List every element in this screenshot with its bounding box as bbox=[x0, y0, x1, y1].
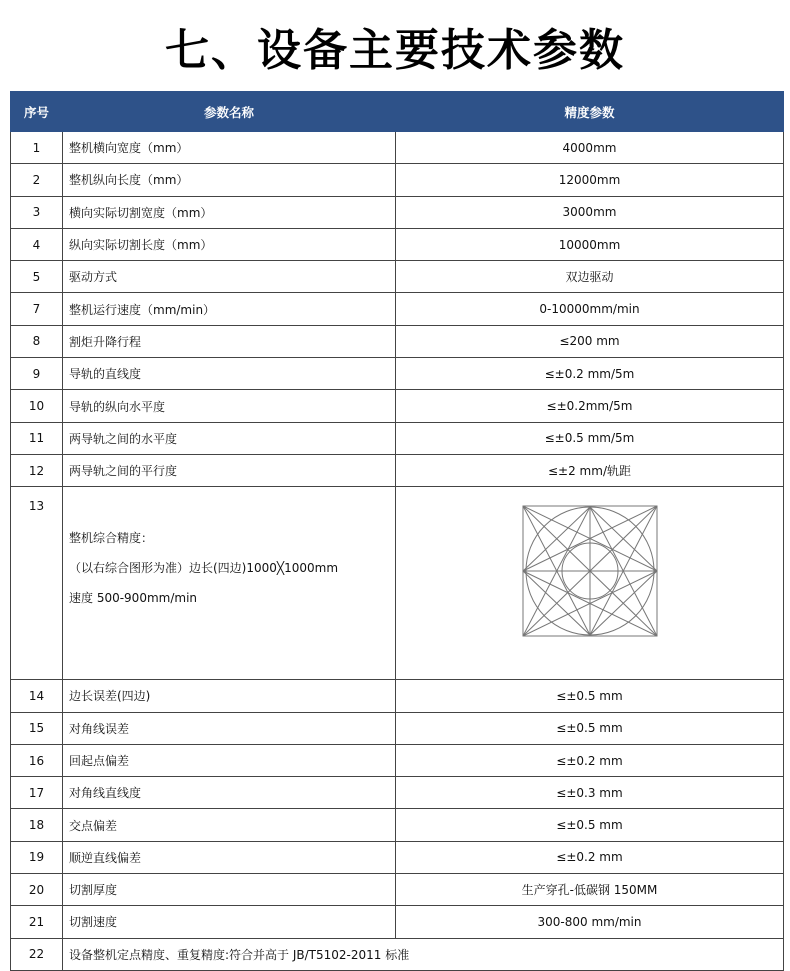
table-row bbox=[11, 777, 784, 809]
row-name: 回起点偏差 bbox=[63, 744, 396, 776]
row-name: 对角线误差 bbox=[63, 712, 396, 744]
row-no: 15 bbox=[11, 712, 63, 744]
row-no: 13 bbox=[11, 487, 63, 680]
row-name: 顺逆直线偏差 bbox=[63, 841, 396, 873]
table-row bbox=[11, 712, 784, 744]
composite-accuracy-description bbox=[63, 487, 396, 680]
row-no: 7 bbox=[11, 293, 63, 325]
row-value: 300-800 mm/min bbox=[396, 906, 784, 938]
row-value: ≤±0.5 mm/5m bbox=[396, 422, 784, 454]
row-value: 生产穿孔-低碳钢 150MM bbox=[396, 874, 784, 906]
row-value: ≤±2 mm/轨距 bbox=[396, 454, 784, 486]
header-name: 参数名称 bbox=[63, 92, 396, 132]
row-name: 整机运行速度（mm/min） bbox=[63, 293, 396, 325]
row-no: 19 bbox=[11, 841, 63, 873]
row-name: 切割厚度 bbox=[63, 874, 396, 906]
table-row bbox=[11, 809, 784, 841]
row-value: ≤±0.2 mm bbox=[396, 744, 784, 776]
table-row bbox=[11, 358, 784, 390]
table-row bbox=[11, 164, 784, 196]
table-row bbox=[11, 293, 784, 325]
row-name: 纵向实际切割长度（mm） bbox=[63, 228, 396, 260]
table-row bbox=[11, 680, 784, 712]
row-name: 割炬升降行程 bbox=[63, 325, 396, 357]
page-title: 七、设备主要技术参数 bbox=[165, 25, 625, 76]
row-name: 横向实际切割宽度（mm） bbox=[63, 196, 396, 228]
row-no: 8 bbox=[11, 325, 63, 357]
row-value: ≤±0.2 mm/5m bbox=[396, 358, 784, 390]
table-row bbox=[11, 454, 784, 486]
row-value: ≤±0.3 mm bbox=[396, 777, 784, 809]
row-value: 10000mm bbox=[396, 228, 784, 260]
composite-line-1: 整机综合精度： bbox=[69, 531, 154, 546]
table-row bbox=[11, 841, 784, 873]
composite-line-3: 速度 500-900mm/min bbox=[69, 591, 198, 606]
row-no: 12 bbox=[11, 454, 63, 486]
row-name: 交点偏差 bbox=[63, 809, 396, 841]
row-value: 双边驱动 bbox=[396, 261, 784, 293]
row-no: 18 bbox=[11, 809, 63, 841]
table-row bbox=[11, 744, 784, 776]
test-pattern-figure bbox=[522, 505, 658, 637]
row-name: 整机纵向长度（mm） bbox=[63, 164, 396, 196]
row-no: 5 bbox=[11, 261, 63, 293]
row-value: 3000mm bbox=[396, 196, 784, 228]
row-value: ≤±0.2mm/5m bbox=[396, 390, 784, 422]
row-value: 4000mm bbox=[396, 132, 784, 164]
table-row-composite-accuracy bbox=[11, 487, 784, 680]
row-name: 导轨的直线度 bbox=[63, 358, 396, 390]
row-name: 切割速度 bbox=[63, 906, 396, 938]
spec-table bbox=[10, 91, 784, 971]
table-row bbox=[11, 390, 784, 422]
composite-line-2: （以右综合图形为准）边长(四边)1000╳1000mm bbox=[69, 561, 339, 576]
row-value: ≤±0.5 mm bbox=[396, 712, 784, 744]
row-no: 21 bbox=[11, 906, 63, 938]
standard-text: 设备整机定点精度、重复精度:符合并高于 JB/T5102-2011 标准 bbox=[63, 938, 784, 970]
row-value: 0-10000mm/min bbox=[396, 293, 784, 325]
row-no: 10 bbox=[11, 390, 63, 422]
table-row bbox=[11, 325, 784, 357]
row-value: ≤±0.2 mm bbox=[396, 841, 784, 873]
row-name: 两导轨之间的平行度 bbox=[63, 454, 396, 486]
table-row bbox=[11, 874, 784, 906]
row-name: 对角线直线度 bbox=[63, 777, 396, 809]
table-row bbox=[11, 196, 784, 228]
row-name: 驱动方式 bbox=[63, 261, 396, 293]
row-no: 11 bbox=[11, 422, 63, 454]
row-no: 3 bbox=[11, 196, 63, 228]
row-no: 16 bbox=[11, 744, 63, 776]
row-name: 边长误差(四边) bbox=[63, 680, 396, 712]
row-no: 9 bbox=[11, 358, 63, 390]
row-no: 2 bbox=[11, 164, 63, 196]
row-value: ≤±0.5 mm bbox=[396, 680, 784, 712]
row-value: ≤±0.5 mm bbox=[396, 809, 784, 841]
table-header-row bbox=[11, 92, 784, 132]
row-no: 1 bbox=[11, 132, 63, 164]
table-row bbox=[11, 261, 784, 293]
row-no: 22 bbox=[11, 938, 63, 970]
row-value: ≤200 mm bbox=[396, 325, 784, 357]
header-no: 序号 bbox=[11, 92, 63, 132]
row-name: 整机横向宽度（mm） bbox=[63, 132, 396, 164]
table-row bbox=[11, 132, 784, 164]
row-name: 两导轨之间的水平度 bbox=[63, 422, 396, 454]
header-value: 精度参数 bbox=[396, 92, 784, 132]
table-row-standard bbox=[11, 938, 784, 970]
row-no: 4 bbox=[11, 228, 63, 260]
table-row bbox=[11, 228, 784, 260]
row-no: 17 bbox=[11, 777, 63, 809]
table-row bbox=[11, 906, 784, 938]
row-name: 导轨的纵向水平度 bbox=[63, 390, 396, 422]
row-no: 14 bbox=[11, 680, 63, 712]
row-no: 20 bbox=[11, 874, 63, 906]
row-value: 12000mm bbox=[396, 164, 784, 196]
table-row bbox=[11, 422, 784, 454]
composite-pattern-cell bbox=[396, 487, 784, 680]
